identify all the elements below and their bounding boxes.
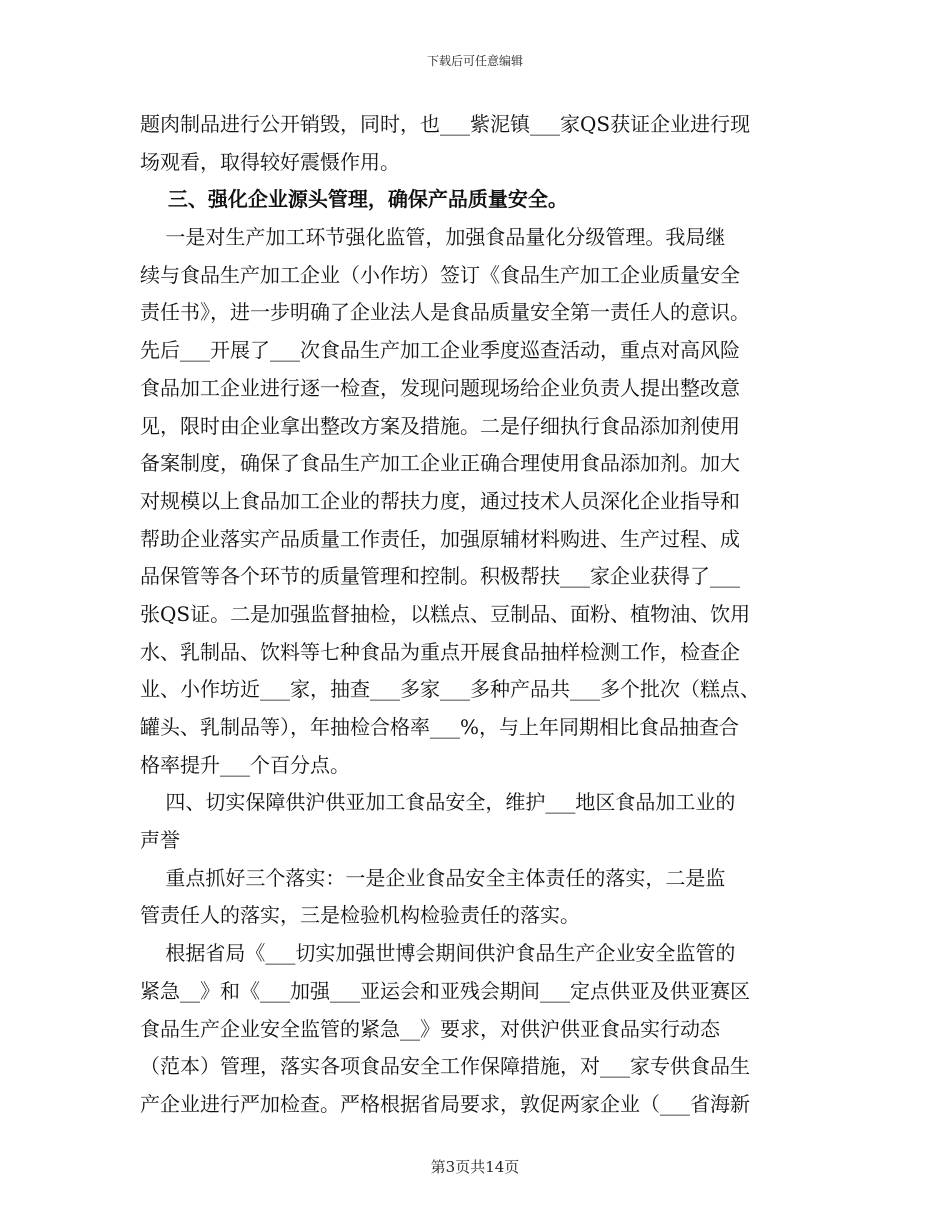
paragraph-line: 场观看，取得较好震慑作用。 [140, 149, 400, 174]
paragraph-line: 见，限时由企业拿出整改方案及措施。二是仔细执行食品添加剂使用 [140, 413, 740, 438]
paragraph-line: 四、切实保障供沪供亚加工食品安全，维护___地区食品加工业的 [140, 790, 736, 815]
page-footer: 第3页共14页 [430, 1158, 520, 1176]
paragraph-line: （范本）管理，落实各项食品安全工作保障措施，对___家专供食品生 [140, 1054, 750, 1079]
paragraph-line: 紧急__》和《___加强___亚运会和亚残会期间___定点供亚及供亚赛区 [140, 978, 750, 1003]
paragraph-line: 备案制度，确保了食品生产加工企业正确合理使用食品添加剂。加大 [140, 451, 740, 476]
document-body [140, 106, 812, 1124]
paragraph-line: 产企业进行严加检查。严格根据省局要求，敦促两家企业（___省海新 [140, 1091, 750, 1116]
paragraph-line: 帮助企业落实产品质量工作责任，加强原辅材料购进、生产过程、成 [140, 526, 740, 551]
paragraph-line: 品保管等各个环节的质量管理和控制。积极帮扶___家企业获得了___ [140, 564, 740, 589]
paragraph-line: 业、小作坊近___家，抽查___多家___多种产品共___多个批次（糕点、 [140, 677, 760, 702]
paragraph-line: 食品生产企业安全监管的紧急__》要求，对供沪供亚食品实行动态 [140, 1016, 720, 1041]
paragraph-line: 对规模以上食品加工企业的帮扶力度，通过技术人员深化企业指导和 [140, 488, 740, 513]
paragraph-line: 先后___开展了___次食品生产加工企业季度巡查活动，重点对高风险 [140, 338, 740, 363]
paragraph-line: 责任书》，进一步明确了企业法人是食品质量安全第一责任人的意识。 [140, 300, 750, 325]
paragraph-line: 根据省局《___切实加强世博会期间供沪食品生产企业安全监管的 [140, 941, 736, 966]
paragraph-line: 管责任人的落实，三是检验机构检验责任的落实。 [140, 903, 580, 928]
paragraph-line: 题肉制品进行公开销毁，同时，也___紫泥镇___家QS获证企业进行现 [140, 112, 751, 136]
paragraph-line: 续与食品生产加工企业（小作坊）签订《食品生产加工企业质量安全 [140, 262, 740, 287]
section-heading-line: 三、强化企业源头管理，确保产品质量安全。 [140, 187, 568, 212]
paragraph-line: 罐头、乳制品等），年抽检合格率___%，与上年同期相比食品抽查合 [140, 715, 740, 739]
paragraph-line: 声誉 [140, 828, 180, 853]
paragraph-line: 格率提升___个百分点。 [140, 752, 350, 777]
paragraph-line: 食品加工企业进行逐一检查，发现问题现场给企业负责人提出整改意 [140, 375, 740, 400]
paragraph-line: 水、乳制品、饮料等七种食品为重点开展食品抽样检测工作，检查企 [140, 639, 740, 664]
paragraph-line: 张QS证。二是加强监督抽检，以糕点、豆制品、面粉、植物油、饮用 [140, 601, 751, 626]
paragraph-line: 重点抓好三个落实：一是企业食品安全主体责任的落实，二是监 [140, 865, 726, 890]
page-header: 下载后可任意编辑 [426, 54, 523, 68]
paragraph-line: 一是对生产加工环节强化监管，加强食品量化分级管理。我局继 [140, 225, 726, 250]
